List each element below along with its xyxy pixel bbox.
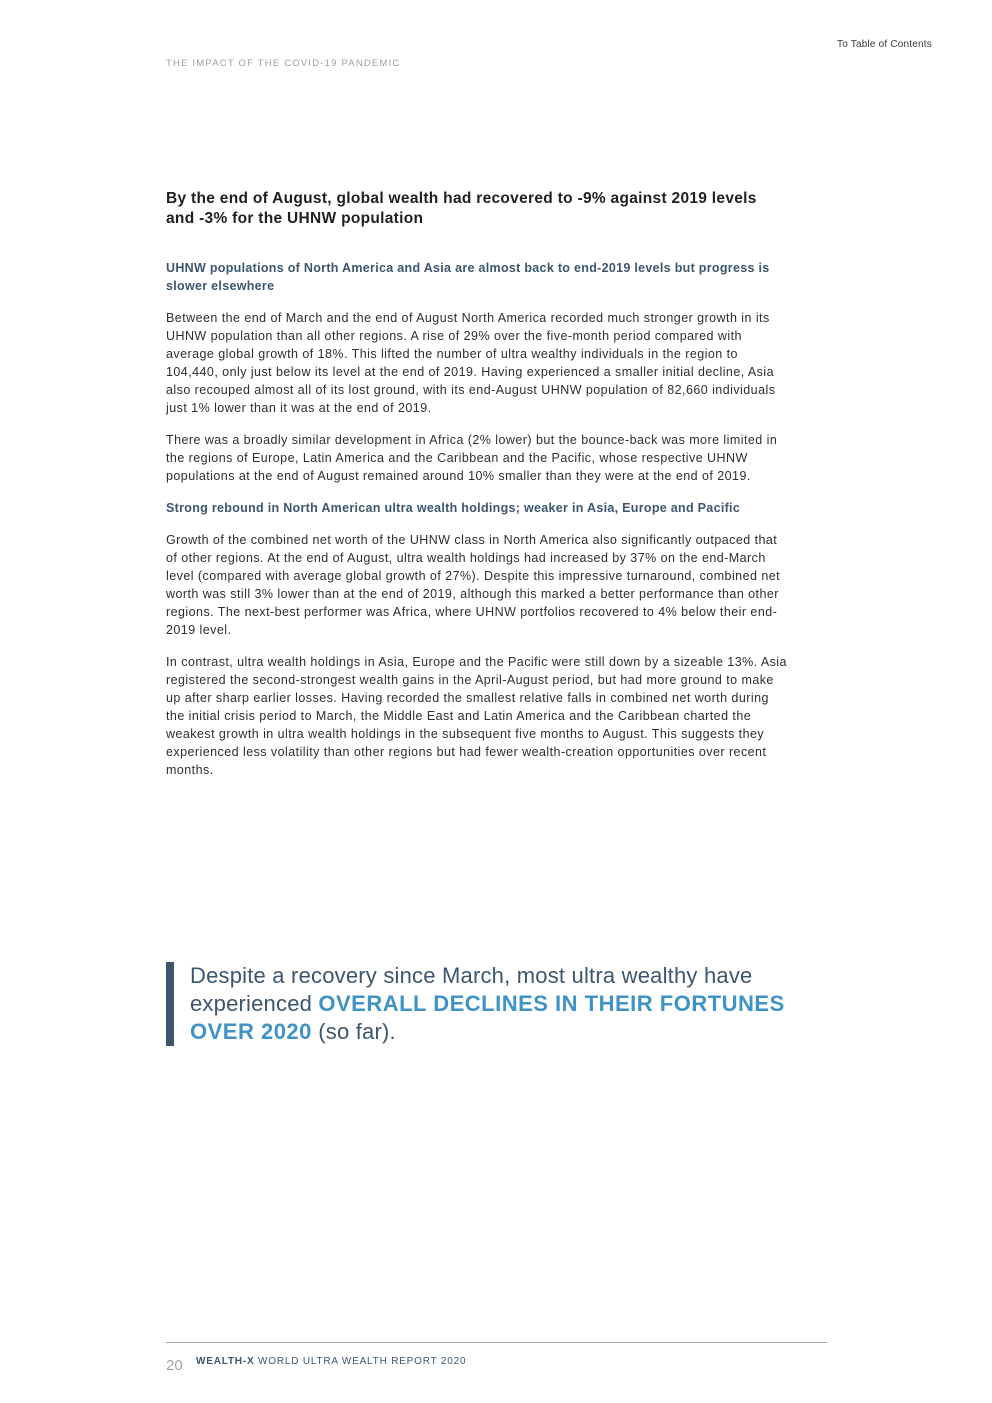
pull-quote-highlight: OVERALL DECLINES IN THEIR FORTUNES OVER 2020 xyxy=(190,991,785,1044)
paragraph-combined-net-worth: Growth of the combined net worth of the UHNW class in North America also significantly outpaced that of other regions. At the end of August, ultra wealth holdings had increased by 37% on the end-March level (compared with average global growth of 27%). Despite this impressive turnaround, combined net worth was still 3% lower than at the end of 2019, although this marked a better performance than other regions. The next-best performer was Africa, where UHNW portfolios recovered to 4% below their end-2019 level. xyxy=(166,533,781,637)
footer-report-name: WORLD ULTRA WEALTH REPORT 2020 xyxy=(254,1356,467,1367)
pull-quote-text-after: (so far). xyxy=(311,1019,396,1044)
footer-divider xyxy=(166,1342,827,1343)
subheading-uhnw-populations: UHNW populations of North America and Asia are almost back to end-2019 levels but progress is slower elsewhere xyxy=(166,261,770,293)
page-heading: By the end of August, global wealth had recovered to -9% against 2019 levels and -3% for the UHNW population xyxy=(166,190,757,227)
page-number: 20 xyxy=(166,1357,183,1374)
subheading-wealth-holdings: Strong rebound in North American ultra wealth holdings; weaker in Asia, Europe and Pacific xyxy=(166,501,741,515)
footer-brand: WEALTH-X xyxy=(196,1356,255,1367)
footer-report-title xyxy=(196,1356,466,1367)
paragraph-africa-development: There was a broadly similar development in Africa (2% lower) but the bounce-back was more limited in the regions of Europe, Latin America and the Caribbean and the Pacific, whose respective UHNW populations at the end of August remained around 10% smaller than they were at the end of 2019. xyxy=(166,433,778,483)
section-label: THE IMPACT OF THE COVID-19 PANDEMIC xyxy=(166,58,401,69)
paragraph-north-america-growth: Between the end of March and the end of August North America recorded much stronger growth in its UHNW population than all other regions. A rise of 29% over the five-month period compared with average global growth of 18%. This lifted the number of ultra wealthy individuals in the region to 104,440, only just below its level at the end of 2019. Having experienced a smaller initial decline, Asia also recouped almost all of its lost ground, with its end-August UHNW population of 82,660 individuals just 1% lower than it was at the end of 2019. xyxy=(166,311,776,415)
pull-quote xyxy=(166,962,830,1046)
table-of-contents-link[interactable]: To Table of Contents xyxy=(837,39,932,50)
pull-quote-text-before: Despite a recovery since March, most ultra wealthy have experienced xyxy=(190,963,753,1016)
paragraph-asia-europe-pacific: In contrast, ultra wealth holdings in Asia, Europe and the Pacific were still down by a sizeable 13%. Asia registered the second-strongest wealth gains in the April-August period, but had more ground to make up after sharp earlier losses. Having recorded the smallest relative falls in combined net worth during the initial crisis period to March, the Middle East and Latin America and the Caribbean charted the weakest growth in ultra wealth holdings in the subsequent five months to August. This suggests they experienced less volatility than other regions but had fewer wealth-creation opportunities over recent months. xyxy=(166,655,787,777)
article-body xyxy=(166,189,790,793)
